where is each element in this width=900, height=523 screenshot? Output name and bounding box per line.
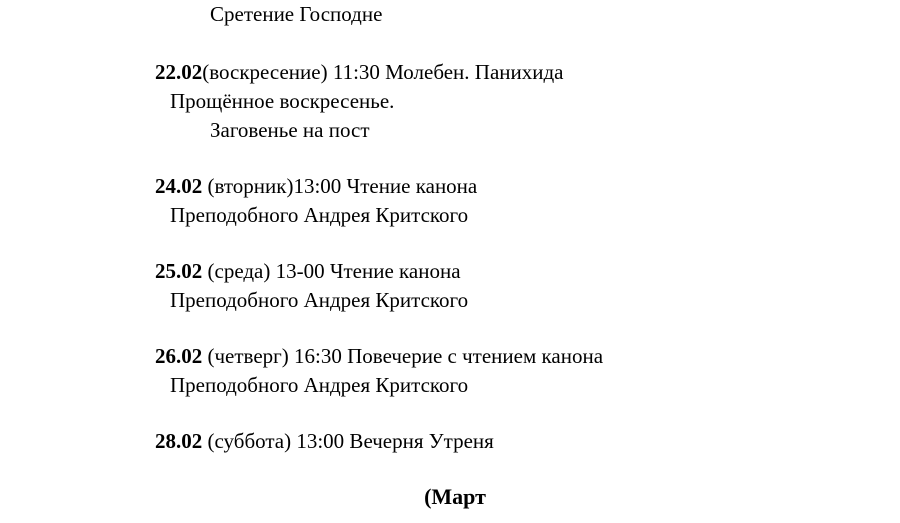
- schedule-entry: [0, 257, 900, 315]
- entry-detail: (суббота) 13:00 Вечерня Утреня: [202, 429, 494, 453]
- spacer: [0, 29, 900, 58]
- spacer: [0, 145, 900, 172]
- entry-detail: (вторник)13:00 Чтение канона: [202, 174, 478, 198]
- spacer: [0, 230, 900, 257]
- entry-detail: (четверг) 16:30 Повечерие с чтением канона: [202, 344, 604, 368]
- entry-date: 28.02: [155, 429, 203, 453]
- entry-date: 25.02: [155, 259, 203, 283]
- schedule-entry: [0, 427, 900, 456]
- spacer: [0, 400, 900, 427]
- spacer: [0, 456, 900, 483]
- top-partial-line: Сретение Господне: [210, 2, 383, 26]
- entry-date: 24.02: [155, 174, 203, 198]
- entry-heading: [0, 342, 900, 371]
- month-heading: (Март: [424, 484, 486, 509]
- entry-subline: Преподобного Андрея Критского: [170, 203, 469, 227]
- entry-date: 22.02: [155, 60, 203, 84]
- entry-subline: Преподобного Андрея Критского: [170, 373, 469, 397]
- entry-heading: [0, 58, 900, 87]
- schedule-entry: [0, 172, 900, 230]
- spacer: [0, 315, 900, 342]
- entry-detail: (среда) 13-00 Чтение канона: [202, 259, 461, 283]
- entry-heading: [0, 427, 900, 456]
- entry-subline: Прощённое воскресенье.: [170, 89, 395, 113]
- schedule-entry: [0, 58, 900, 145]
- entry-heading: [0, 257, 900, 286]
- entry-subline: Заговенье на пост: [210, 118, 370, 142]
- entry-detail: (воскресение) 11:30 Молебен. Панихида: [202, 60, 564, 84]
- entry-heading: [0, 172, 900, 201]
- entry-date: 26.02: [155, 344, 203, 368]
- entry-subline: Преподобного Андрея Критского: [170, 288, 469, 312]
- schedule-entry: [0, 342, 900, 400]
